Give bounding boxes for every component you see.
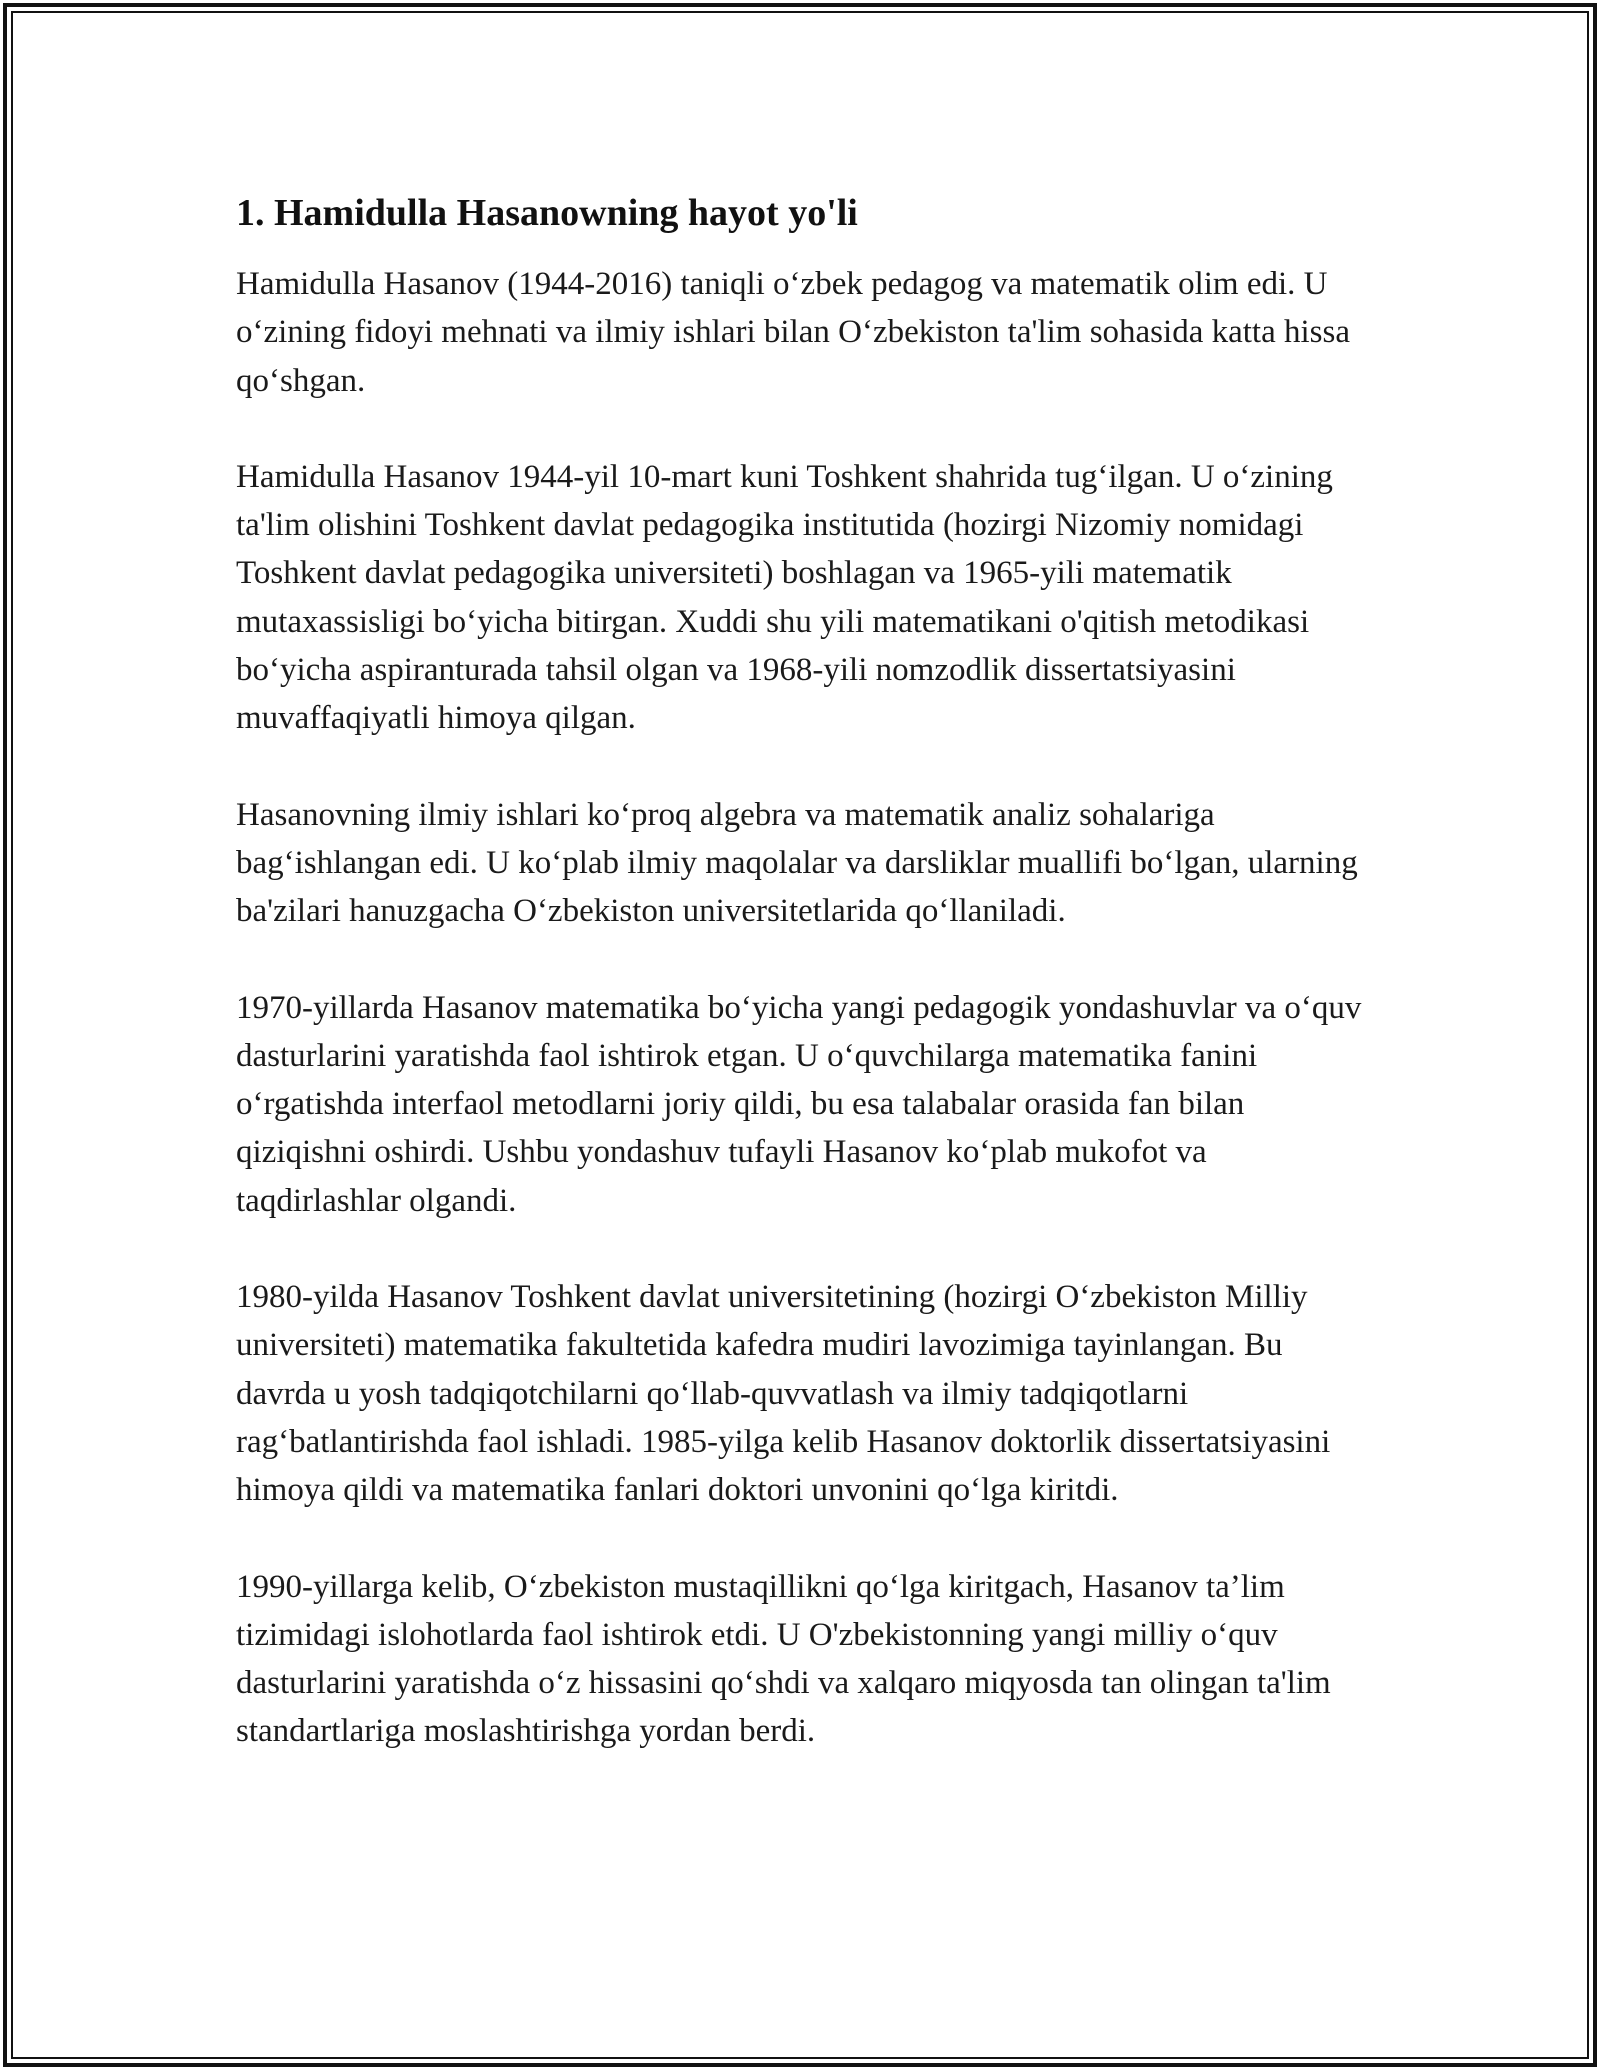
- section-heading: 1. Hamidulla Hasanowning hayot yo'li: [236, 192, 858, 234]
- paragraph-research: Hasanovning ilmiy ishlari ko‘proq algebra va matematik analiz sohalariga bag‘ishlangan edi. U ko‘plab ilmiy maqolalar va darsliklar muallifi bo‘lgan, ularning ba'zilari hanuzgacha O‘zbekiston universitetlarida qo‘llaniladi.: [236, 796, 1358, 930]
- paragraph-1970s: 1970-yillarda Hasanov matematika bo‘yicha yangi pedagogik yondashuvlar va o‘quv dasturlarini yaratishda faol ishtirok etgan. U o‘quvchilarga matematika fanini o‘rgatishda interfaol metodlarni joriy qildi, bu esa talabalar orasida fan bilan qiziqishni oshirdi. Ushbu yondashuv tufayli Hasanov ko‘plab mukofot va taqdirlashlar olgandi.: [236, 989, 1362, 1219]
- paragraph-1980s: 1980-yilda Hasanov Toshkent davlat universitetining (hozirgi O‘zbekiston Milliy universiteti) matematika fakultetida kafedra mudiri lavozimiga tayinlangan. Bu davrda u yosh tadqiqotchilarni qo‘llab-quvvatlash va ilmiy tadqiqotlarni rag‘batlantirishda faol ishladi. 1985-yilga kelib Hasanov doktorlik dissertatsiyasini himoya qildi va matematika fanlari doktori unvonini qo‘lga kiritdi.: [236, 1279, 1331, 1509]
- paragraph-intro: Hamidulla Hasanov (1944-2016) taniqli o‘zbek pedagog va matematik olim edi. U o‘zining fidoyi mehnati va ilmiy ishlari bilan O‘zbekiston ta'lim sohasida katta hissa qo‘shgan.: [236, 266, 1350, 399]
- document-body: [236, 188, 1366, 1756]
- paragraph-1990s: 1990-yillarga kelib, O‘zbekiston mustaqillikni qo‘lga kiritgach, Hasanov ta’lim tizimidagi islohotlarda faol ishtirok etdi. U O'zbekistonning yangi milliy o‘quv dasturlarini yaratishda o‘z hissasini qo‘shdi va xalqaro miqyosda tan olingan ta'lim standartlariga moslashtirishga yordan berdi.: [236, 1568, 1331, 1750]
- paragraph-early-life: Hamidulla Hasanov 1944-yil 10-mart kuni Toshkent shahrida tug‘ilgan. U o‘zining ta'lim olishini Toshkent davlat pedagogika institutida (hozirgi Nizomiy nomidagi Toshkent davlat pedagogika universiteti) boshlagan va 1965-yili matematik mutaxassisligi bo‘yicha bitirgan. Xuddi shu yili matematikani o'qitish metodikasi bo‘yicha aspiranturada tahsil olgan va 1968-yili nomzodlik dissertatsiyasini muvaffaqiyatli himoya qilgan.: [236, 458, 1333, 737]
